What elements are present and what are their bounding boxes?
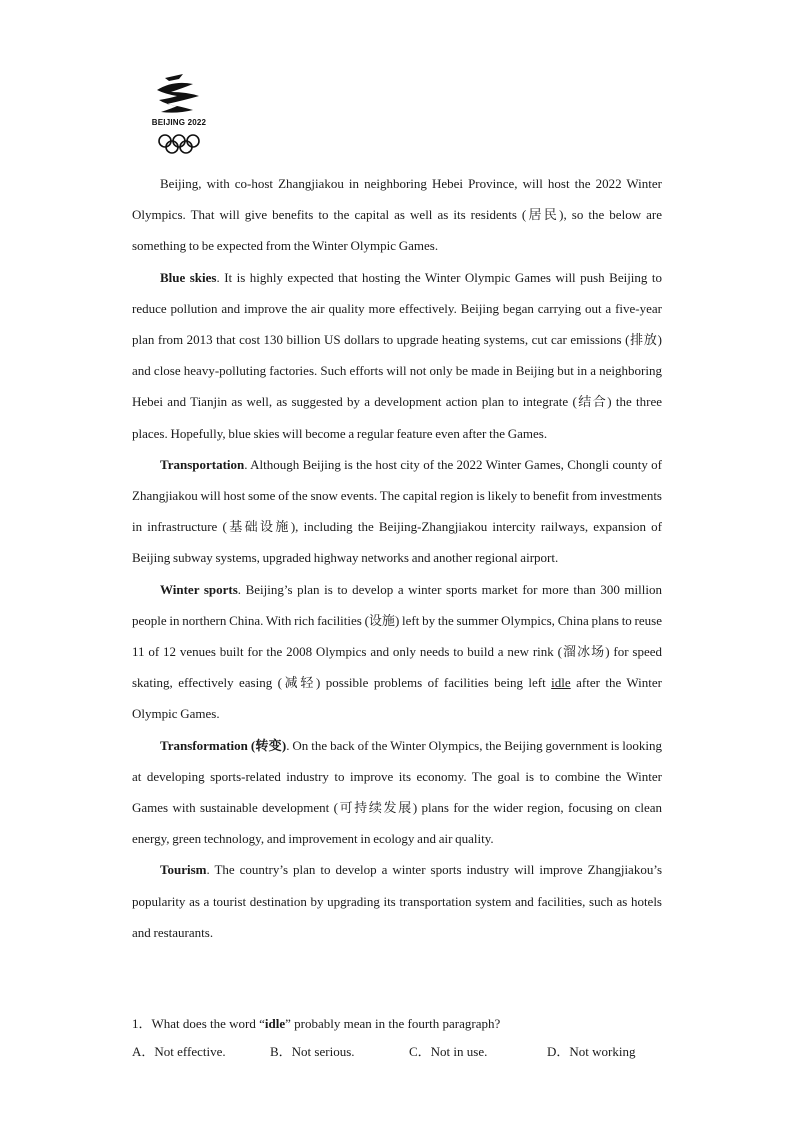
section-body: . It is highly expected that hosting the Winter Olympic Games will push Beijing to reduce pollution and improve the air quality more effectively. Beijing began carrying out a five-year plan from 2013 that cost 130 billion US dollars to upgrade heating systems, cut car emissions (排放) and close heavy-polluting factories. Such efforts will not only be made in Beijing but in a neighboring Hebei and Tianjin as well, as suggested by a development action plan to integrate (结合) the three places. Hopefully, blue skies will become a regular feature even after the Games. [132, 269, 662, 441]
beijing-2022-emblem-icon [143, 70, 215, 156]
answer-options [132, 1038, 662, 1066]
section-heading: Winter sports [160, 581, 238, 597]
intro-paragraph: Beijing, with co-host Zhangjiakou in neighboring Hebei Province, will host the 2022 Winter Olympics. That will give benefits to the capital as well as its residents (居民), so the below are something to be expected from the Winter Olympic Games. [132, 176, 662, 254]
option-letter: C． [409, 1044, 431, 1059]
paragraph-blue-skies [132, 262, 662, 449]
option-text: Not effective. [154, 1044, 226, 1059]
question-text-end: ” probably mean in the fourth paragraph? [285, 1016, 501, 1031]
section-body: . Although Beijing is the host city of the 2022 Winter Games, Chongli county of Zhangjiakou will host some of the snow events. The capital region is likely to benefit from investments in infrastructure (基础设施), including the Beijing-Zhangjiakou intercity railways, expansion of Beijing subway systems, upgraded highway networks and another regional airport. [132, 456, 662, 566]
option-d[interactable] [547, 1038, 635, 1066]
option-letter: D． [547, 1044, 570, 1059]
beijing-2022-logo [143, 70, 215, 156]
section-heading: Blue skies [160, 269, 217, 285]
paragraph-transportation [132, 449, 662, 574]
underlined-word: idle [551, 675, 571, 691]
question-keyword: idle [264, 1016, 286, 1031]
section-heading: Transformation (转变) [160, 737, 287, 753]
option-b[interactable] [270, 1038, 355, 1066]
option-c[interactable] [409, 1038, 487, 1066]
article-body [132, 168, 662, 948]
question-text-start: What does the word “ [151, 1016, 265, 1031]
logo-text: BEIJING 2022 [151, 118, 207, 127]
question-1 [132, 1010, 662, 1066]
section-heading: Tourism [160, 862, 207, 878]
option-text: Not working [569, 1044, 636, 1059]
section-heading: Transportation [160, 456, 245, 472]
option-text: Not serious. [291, 1044, 355, 1059]
paragraph-transformation [132, 730, 662, 855]
question-number: 1． [132, 1016, 152, 1031]
section-body-end: after the Winter Olympic Games. [132, 675, 662, 722]
section-body: . Beijing’s plan is to develop a winter sports market for more than 300 million people in northern China. With rich facilities (设施) left by the summer Olympics, China plans to reuse 11 of 12 venues built for the 2008 Olympics and only needs to build a new rink (溜冰场) for speed skating, effectively easing (减轻) possible problems of facilities being left [132, 581, 662, 691]
option-text: Not in use. [430, 1044, 488, 1059]
paragraph-tourism [132, 854, 662, 948]
option-letter: B． [270, 1044, 292, 1059]
section-body: . On the back of the Winter Olympics, the Beijing government is looking at developing sports-related industry to improve its economy. The goal is to combine the Winter Games with sustainable development (可持续发展) plans for the wider region, focusing on clean energy, green technology, and improvement in ecology and air quality. [132, 737, 662, 847]
option-a[interactable] [132, 1038, 226, 1066]
paragraph-winter-sports [132, 574, 662, 730]
option-letter: A． [132, 1044, 155, 1059]
section-body: . The country’s plan to develop a winter sports industry will improve Zhangjiakou’s popularity as a tourist destination by upgrading its transportation system and facilities, such as hotels and restaurants. [132, 862, 662, 940]
question-stem [132, 1010, 662, 1038]
